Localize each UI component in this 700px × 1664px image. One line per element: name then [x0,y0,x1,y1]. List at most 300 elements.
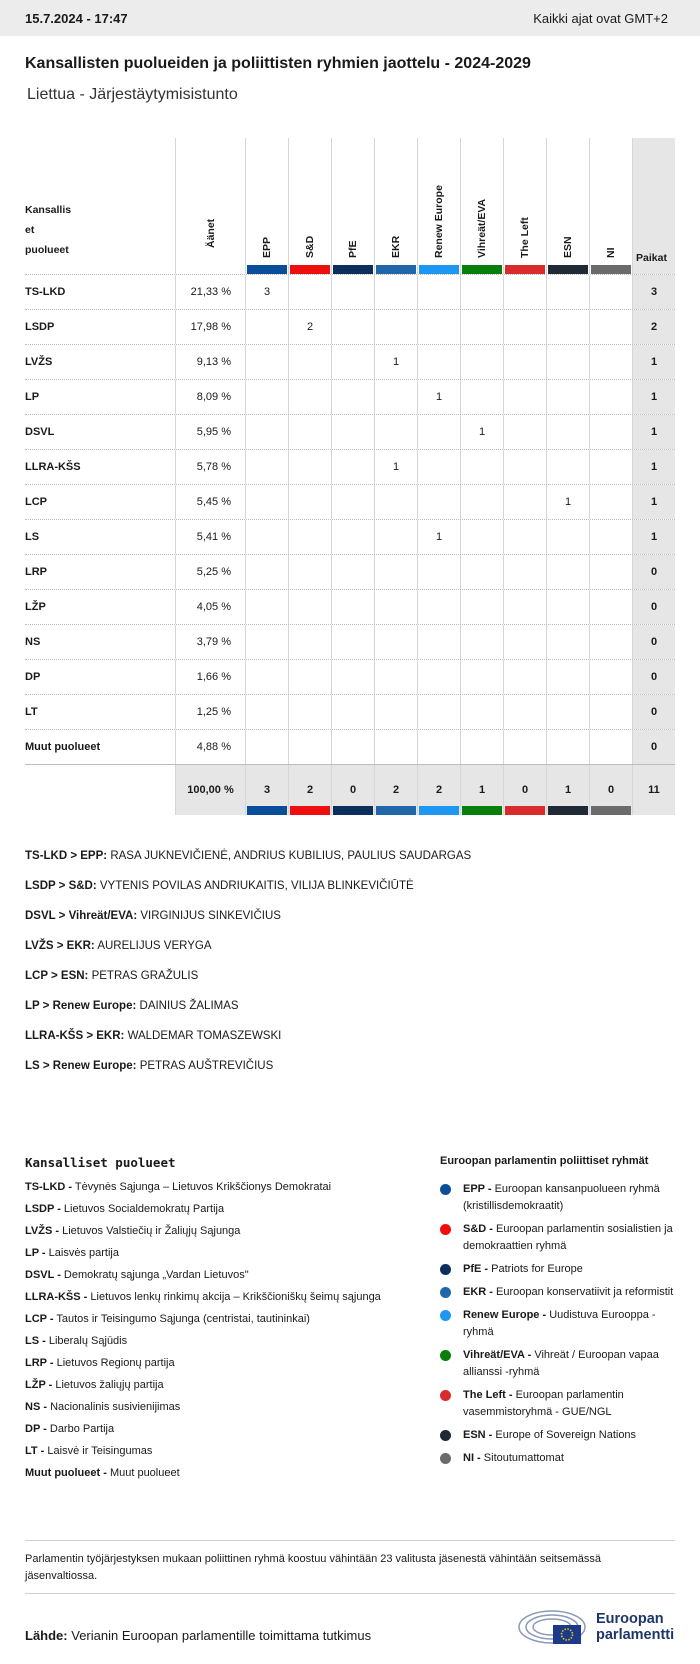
votes-cell: 17,98 % [175,310,245,344]
group-seat-cell [245,695,288,729]
legend-group-text [463,1347,680,1381]
legend-group-item [440,1307,680,1341]
legend-parties-title: Kansalliset puolueet [25,1155,176,1170]
legend-party-item [25,1202,385,1216]
total-group-cell: 2 [374,765,417,815]
group-seat-cell [417,625,460,659]
legend-group-abbr: PfE - [463,1263,489,1275]
mep-list [25,850,471,1090]
group-color-dot [440,1350,451,1361]
group-seat-cell [417,485,460,519]
legend-party-name: Muut puolueet [109,1467,180,1479]
party-cell: LT [25,706,38,718]
legend-group-abbr: S&D - [463,1223,493,1235]
legend-group-name: Patriots for Europe [491,1263,583,1275]
header-votes-column [175,138,245,274]
page-title: Kansallisten puolueiden ja poliittisten ryhmien jaottelu - 2024-2029 [25,55,531,72]
legend-party-abbr: Muut puolueet - [25,1467,107,1479]
seats-cell: 1 [632,450,675,484]
seats-cell: 0 [632,555,675,589]
group-seat-cell [245,310,288,344]
legend-group-abbr: EKR - [463,1286,493,1298]
legend-party-item [25,1180,385,1194]
legend-groups-title: Euroopan parlamentin poliittiset ryhmät [440,1155,649,1167]
group-color-dot [440,1287,451,1298]
group-color-bar [548,265,588,274]
group-seat-cell [288,625,331,659]
header-group-vihre-t-eva [460,138,503,274]
group-seat-cell [245,345,288,379]
group-seat-cell [374,625,417,659]
group-color-bar [333,806,373,815]
group-seat-cell [546,660,589,694]
table-row [25,624,675,659]
totals-blank [25,765,175,815]
group-seat-cell [288,485,331,519]
group-seat-cell [503,520,546,554]
group-seat-cell [460,660,503,694]
header-group-label: ESN [562,236,574,258]
party-cell: TS-LKD [25,286,66,298]
group-seat-cell [503,380,546,414]
group-color-bar [376,265,416,274]
group-seat-cell [503,695,546,729]
mep-entry [25,940,471,970]
group-color-bar [290,265,330,274]
group-seat-cell [460,555,503,589]
group-seat-cell [417,730,460,764]
group-seat-cell: 1 [374,450,417,484]
legend-party-item [25,1268,385,1282]
legend-group-name: Uudistuva Eurooppa -ryhmä [463,1309,656,1338]
mep-names: VYTENIS POVILAS ANDRIUKAITIS, VILIJA BLINKEVIČIŪTĖ [99,880,414,892]
legend-party-item [25,1312,385,1326]
mep-entry [25,1030,471,1060]
mep-entry [25,880,471,910]
legend-party-item [25,1422,385,1436]
legend-party-item [25,1356,385,1370]
group-seat-cell [331,415,374,449]
legend-party-name: Darbo Partija [49,1423,115,1435]
legend-group-item [440,1427,680,1444]
group-seat-cell [374,695,417,729]
table-totals-row [25,764,675,815]
mep-names: PETRAS GRAŽULIS [91,970,199,982]
group-color-bar [419,265,459,274]
mep-party-group: LCP > ESN: [25,970,89,982]
party-cell: LP [25,391,40,403]
group-seat-cell [589,380,632,414]
seats-cell: 0 [632,730,675,764]
mep-entry [25,850,471,880]
group-seat-cell [503,450,546,484]
group-seat-cell [589,590,632,624]
legend-party-abbr: LRP - [25,1357,54,1369]
group-seat-cell [589,310,632,344]
legend-party-name: Laisvė ir Teisingumas [47,1445,153,1457]
votes-cell: 8,09 % [175,380,245,414]
legend-party-item [25,1444,385,1458]
legend-group-text [463,1261,583,1278]
seats-cell: 0 [632,695,675,729]
mep-party-group: LLRA-KŠS > EKR: [25,1030,125,1042]
legend-party-abbr: LŽP - [25,1379,53,1391]
group-color-bar [247,265,287,274]
group-seat-cell: 2 [288,310,331,344]
party-cell: DSVL [25,426,55,438]
group-seat-cell [460,485,503,519]
group-seat-cell [417,660,460,694]
group-seat-cell [589,450,632,484]
header-seats-label: Paikat [636,252,667,264]
group-color-bar [591,265,631,274]
mep-party-group: LS > Renew Europe: [25,1060,137,1072]
group-seat-cell [374,660,417,694]
legend-party-abbr: NS - [25,1401,47,1413]
legend-group-text [463,1307,680,1341]
table-row [25,414,675,449]
party-cell: LLRA-KŠS [25,461,81,473]
legend-group-item [440,1261,680,1278]
group-seat-cell [546,380,589,414]
total-group-cell: 0 [503,765,546,815]
group-seat-cell [460,695,503,729]
group-seat-cell [374,310,417,344]
group-seat-cell [503,345,546,379]
legend-party-name: Demokratų sąjunga „Vardan Lietuvos" [63,1269,249,1281]
legend-party-abbr: TS-LKD - [25,1181,73,1193]
legend-party-abbr: LVŽS - [25,1225,60,1237]
group-seat-cell [331,590,374,624]
group-seat-cell [374,730,417,764]
group-seat-cell [503,275,546,309]
group-seat-cell [331,275,374,309]
group-seat-cell [245,380,288,414]
mep-entry [25,970,471,1000]
group-seat-cell [331,555,374,589]
legend-party-item [25,1224,385,1238]
table-row [25,519,675,554]
legend-group-item [440,1347,680,1381]
group-seat-cell [503,415,546,449]
legend-group-name: Euroopan parlamentin vasemmistoryhmä - GUE/NGL [463,1389,624,1418]
group-seat-cell [417,695,460,729]
group-seat-cell [331,450,374,484]
header-group-ni [589,138,632,274]
legend-group-text [463,1284,673,1301]
group-seat-cell [288,520,331,554]
header-group-label: S&D [304,235,316,258]
legend-party-item [25,1290,385,1304]
seats-cell: 0 [632,660,675,694]
legend-group-abbr: The Left - [463,1389,513,1401]
group-color-dot [440,1310,451,1321]
group-color-bar [290,806,330,815]
legend-political-groups [440,1155,680,1473]
legend-group-name: Europe of Sovereign Nations [495,1429,637,1441]
table-row [25,659,675,694]
group-seat-cell [546,730,589,764]
votes-cell: 5,78 % [175,450,245,484]
table-row [25,344,675,379]
group-seat-cell [417,555,460,589]
seats-cell: 2 [632,310,675,344]
legend-party-name: Laisvės partija [48,1247,119,1259]
party-cell: NS [25,636,41,648]
total-group-cell: 3 [245,765,288,815]
legend-group-abbr: Renew Europe - [463,1309,547,1321]
party-cell: LVŽS [25,356,53,368]
legend-group-name: Sitoutumattomat [483,1452,564,1464]
seats-cell: 1 [632,415,675,449]
party-cell: LS [25,531,40,543]
group-seat-cell [331,310,374,344]
legend-party-abbr: DSVL - [25,1269,61,1281]
group-seat-cell [460,275,503,309]
group-color-bar [462,265,502,274]
mep-party-group: DSVL > Vihreät/EVA: [25,910,138,922]
ep-logo-icon [518,1608,590,1646]
datetime: 15.7.2024 - 17:47 [25,10,128,26]
group-color-dot [440,1224,451,1235]
header-party-label [25,200,71,260]
group-seat-cell [589,660,632,694]
legend-group-name: Euroopan kansanpuolueen ryhmä (kristillisdemokraatit) [463,1183,660,1212]
legend-party-item [25,1246,385,1260]
group-seat-cell [503,555,546,589]
group-seat-cell [374,485,417,519]
legend-group-text [463,1427,636,1444]
group-seat-cell [589,695,632,729]
group-seat-cell [503,625,546,659]
total-seats-cell: 11 [632,765,675,815]
group-color-dot [440,1430,451,1441]
votes-cell: 4,05 % [175,590,245,624]
votes-cell: 21,33 % [175,275,245,309]
total-group-cell: 0 [589,765,632,815]
group-seat-cell [331,625,374,659]
mep-party-group: LVŽS > EKR: [25,940,95,952]
group-seat-cell: 1 [374,345,417,379]
mep-party-group: LSDP > S&D: [25,880,97,892]
group-seat-cell [460,590,503,624]
page-subtitle: Liettua - Järjestäytymisistunto [27,86,238,103]
legend-party-name: Lietuvos Regionų partija [56,1357,175,1369]
table-row [25,694,675,729]
seats-cell: 1 [632,520,675,554]
legend-party-name: Liberalų Sąjūdis [48,1335,128,1347]
party-cell: DP [25,671,41,683]
group-color-bar [333,265,373,274]
mep-names: VIRGINIJUS SINKEVIČIUS [140,910,281,922]
legend-group-text [463,1221,680,1255]
votes-cell: 5,41 % [175,520,245,554]
group-seat-cell [245,485,288,519]
header-party-column [25,138,175,274]
mep-entry [25,1000,471,1030]
group-seat-cell [417,345,460,379]
votes-cell: 5,45 % [175,485,245,519]
header-group-epp [245,138,288,274]
group-seat-cell [374,520,417,554]
mep-entry [25,910,471,940]
legend-party-abbr: LLRA-KŠS - [25,1291,88,1303]
header-group-renew-europe [417,138,460,274]
table-body [25,274,675,764]
group-seat-cell: 1 [417,380,460,414]
logo-line2: parlamentti [596,1627,675,1643]
legend-group-item [440,1181,680,1215]
group-seat-cell [503,310,546,344]
seats-cell: 3 [632,275,675,309]
source-text: Verianin Euroopan parlamentille toimittama tutkimus [71,1628,372,1643]
group-color-bar [247,806,287,815]
header-group-label: EKR [390,235,402,258]
header-group-label: Vihreät/EVA [476,198,488,258]
header-group-label: NI [605,247,617,258]
table-row [25,484,675,519]
group-seat-cell [589,520,632,554]
group-color-bar [505,265,545,274]
timezone-note: Kaikki ajat ovat GMT+2 [533,10,668,26]
group-seat-cell [288,555,331,589]
total-group-cell: 2 [417,765,460,815]
total-group-cell: 1 [460,765,503,815]
header-group-pfe [331,138,374,274]
legend-group-item [440,1387,680,1421]
group-seat-cell [417,590,460,624]
group-seat-cell [374,415,417,449]
group-seat-cell [245,415,288,449]
group-seat-cell [288,590,331,624]
group-seat-cell [245,450,288,484]
legend-party-name: Lietuvos lenkų rinkimų akcija – Krikščioniškų šeimų sąjunga [90,1291,381,1303]
group-seat-cell [546,625,589,659]
source-label: Lähde: [25,1628,68,1643]
group-seat-cell [331,520,374,554]
group-seat-cell [374,275,417,309]
group-seat-cell [589,485,632,519]
group-seat-cell [417,310,460,344]
group-seat-cell [417,450,460,484]
legend-group-item [440,1450,680,1467]
footnote: Parlamentin työjärjestyksen mukaan poliittinen ryhmä koostuu vähintään 23 valitusta jäsenestä vähintään seitsemässä jäsenvaltiossa. [25,1540,675,1594]
header-seats-column [632,138,675,274]
legend-party-name: Nacionalinis susivienijimas [50,1401,181,1413]
group-seat-cell [374,590,417,624]
group-seat-cell [546,345,589,379]
results-table [25,138,675,815]
total-group-cell: 0 [331,765,374,815]
group-seat-cell [589,345,632,379]
seats-cell: 0 [632,590,675,624]
mep-names: PETRAS AUŠTREVIČIUS [139,1060,274,1072]
legend-group-item [440,1221,680,1255]
top-bar [0,0,700,36]
legend-party-item [25,1378,385,1392]
header-group-label: The Left [519,217,531,258]
mep-party-group: LP > Renew Europe: [25,1000,137,1012]
group-seat-cell [374,555,417,589]
group-seat-cell: 1 [460,415,503,449]
legend-party-name: Lietuvos Valstiečių ir Žaliųjų Sąjunga [62,1225,241,1237]
group-seat-cell [331,660,374,694]
legend-party-name: Tėvynės Sąjunga – Lietuvos Krikščionys Demokratai [74,1181,332,1193]
group-seat-cell: 3 [245,275,288,309]
votes-cell: 3,79 % [175,625,245,659]
legend-party-name: Lietuvos žaliųjų partija [55,1379,164,1391]
header-party-label-line: Kansallis [25,204,72,216]
party-cell: LSDP [25,321,55,333]
table-row [25,379,675,414]
table-row [25,589,675,624]
seats-cell: 0 [632,625,675,659]
total-group-cell: 1 [546,765,589,815]
group-seat-cell [245,590,288,624]
mep-entry [25,1060,471,1090]
group-seat-cell [460,520,503,554]
group-seat-cell: 1 [417,520,460,554]
legend-party-item [25,1334,385,1348]
group-seat-cell [589,415,632,449]
legend-national-parties [25,1155,385,1488]
group-seat-cell [460,380,503,414]
group-seat-cell [546,520,589,554]
legend-group-text [463,1450,564,1467]
header-party-label-line: puolueet [25,244,69,256]
legend-party-item [25,1400,385,1414]
group-seat-cell [460,730,503,764]
seats-cell: 1 [632,380,675,414]
group-seat-cell [546,415,589,449]
header-group-the-left [503,138,546,274]
header-group-label: Renew Europe [433,185,445,258]
group-seat-cell [503,660,546,694]
group-seat-cell [546,310,589,344]
header-group-ekr [374,138,417,274]
group-seat-cell [288,730,331,764]
group-seat-cell [288,380,331,414]
group-color-bar [376,806,416,815]
legend-group-name: Euroopan parlamentin sosialistien ja demokraattien ryhmä [463,1223,673,1252]
group-seat-cell [374,380,417,414]
header-group-label: EPP [261,236,273,258]
group-seat-cell [245,625,288,659]
legend-group-abbr: EPP - [463,1183,492,1195]
votes-cell: 5,25 % [175,555,245,589]
seats-cell: 1 [632,485,675,519]
group-seat-cell [288,415,331,449]
mep-names: AURELIJUS VERYGA [97,940,212,952]
legend-group-abbr: Vihreät/EVA - [463,1349,532,1361]
group-seat-cell [589,275,632,309]
total-votes-cell: 100,00 % [175,765,245,815]
group-color-dot [440,1390,451,1401]
legend-group-abbr: NI - [463,1452,481,1464]
mep-names: RASA JUKNEVIČIENĖ, ANDRIUS KUBILIUS, PAULIUS SAUDARGAS [110,850,472,862]
group-seat-cell [546,275,589,309]
legend-group-name: Euroopan konservatiivit ja reformistit [496,1286,674,1298]
ep-logo [518,1606,678,1648]
group-seat-cell [245,555,288,589]
legend-party-name: Tautos ir Teisingumo Sąjunga (centristai, tautininkai) [56,1313,310,1325]
group-seat-cell [546,450,589,484]
legend-party-item [25,1466,385,1480]
table-row [25,274,675,309]
group-seat-cell [546,555,589,589]
party-cell: LŽP [25,601,46,613]
group-color-dot [440,1264,451,1275]
